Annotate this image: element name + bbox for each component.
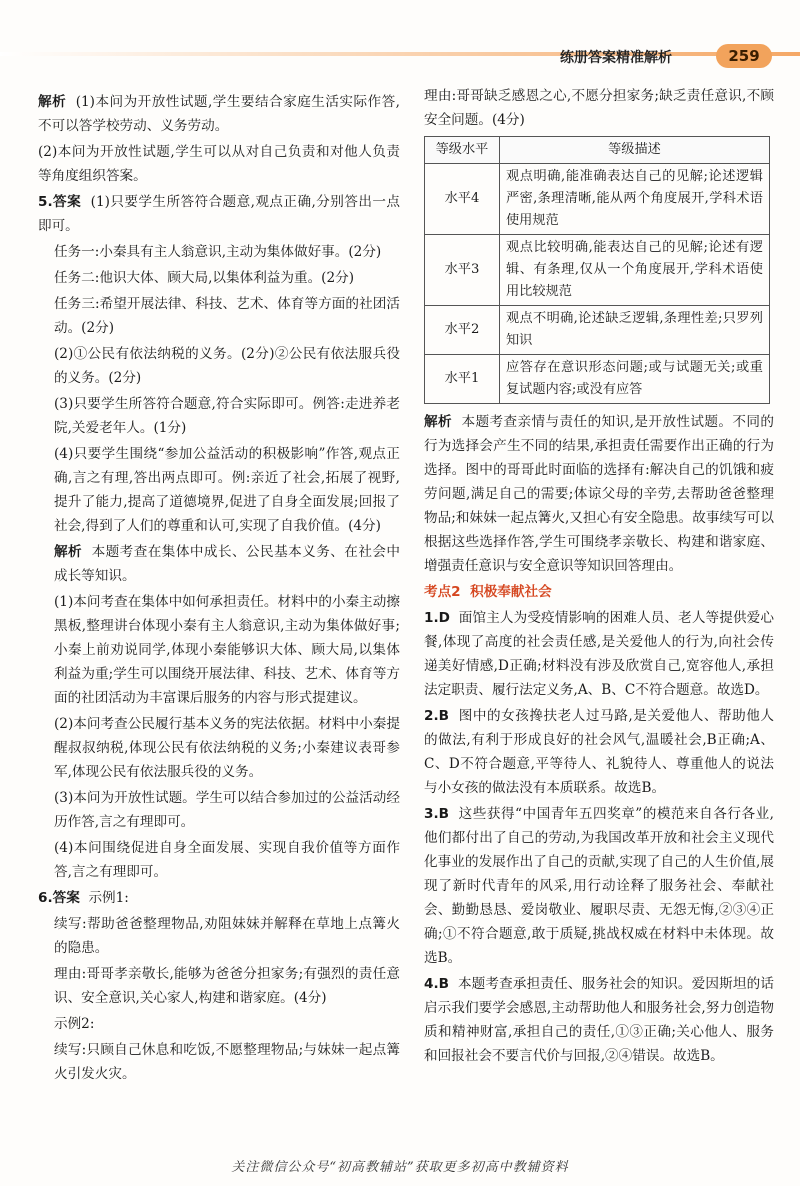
answer-q5-part2: (2)①公民有依法纳税的义务。(2分)②公民有依法服兵役的义务。(2分) — [54, 346, 400, 386]
answer-item-2 — [424, 704, 774, 800]
answer-q5-part4: (4)只要学生围绕“参加公益活动的积极影响”作答,观点正确,言之有理,答出两点即可。例:亲近了社会,拓展了视野,提升了能力,提高了道德境界,促进了自身全面发展;回报了社会,得到了人们的尊重和认可,实现了自我价值。(4分) — [54, 446, 400, 534]
section-heading — [424, 580, 774, 604]
item-text: 本题考查承担责任、服务社会的知识。爱因斯坦的话启示我们要学会感恩,主动帮助他人和服务社会,努力创造物质和精神财富,承担自己的责任,①③正确;关心他人、服务和回报社会不要言代价与回报,②④错误。故选B。 — [424, 976, 774, 1064]
answer-q5 — [38, 190, 400, 238]
analysis-q4-part1 — [38, 90, 400, 138]
answer-q6-reason2: 理由:哥哥缺乏感恩之心,不愿分担家务;缺乏责任意识,不顾安全问题。(4分) — [424, 88, 774, 128]
analysis-q5-part1: (1)本问考查在集体中如何承担责任。材料中的小秦主动擦黑板,整理讲台体现小秦有主人翁意识,主动为集体做好事;小秦上前劝说同学,体现小秦能够识大体、顾大局,以集体利益为重;学生可以围绕开展法律、科技、艺术、体育等方面的社团活动为丰富课后服务的内容与形式提建议。 — [54, 594, 400, 706]
table-row — [425, 235, 770, 306]
answer-q5-task2: 任务二:他识大体、顾大局,以集体利益为重。(2分) — [54, 270, 355, 286]
answer-label: 答案 — [52, 890, 80, 906]
answer-q6 — [38, 886, 400, 910]
item-text: 图中的女孩搀扶老人过马路,是关爱他人、帮助他人的做法,有利于形成良好的社会风气,温暖社会,B正确;A、C、D不符合题意,平等待人、礼貌待人、尊重他人的说法与小女孩的做法没有本质联系。故选B。 — [424, 708, 774, 796]
analysis-q6 — [424, 410, 774, 578]
page-footer-note: 关注微信公众号“初高教辅站”获取更多初高中教辅资料 — [231, 1160, 569, 1175]
table-row — [425, 355, 770, 404]
analysis-q4-part2: (2)本问为开放性试题,学生可以从对自己负责和对他人负责等角度组织答案。 — [38, 144, 400, 184]
left-column — [38, 90, 400, 1088]
section-title: 积极奉献社会 — [470, 584, 552, 600]
header-accent-bar — [0, 52, 800, 56]
table-row — [425, 306, 770, 355]
answer-q5-part3: (3)只要学生所答符合题意,符合实际即可。例答:走进养老院,关爱老年人。(1分) — [54, 396, 400, 436]
page-number-badge: 259 — [716, 44, 772, 68]
analysis-text: (1)本问为开放性试题,学生要结合家庭生活实际作答,不可以答学校劳动、义务劳动。 — [38, 94, 400, 134]
analysis-text: 本题考查亲情与责任的知识,是开放性试题。不同的行为选择会产生不同的结果,承担责任需要作出正确的行为选择。图中的哥哥此时面临的选择有:解决自己的饥饿和疲劳问题,满足自己的需要;体谅父母的辛劳,去帮助爸爸整理物品;和妹妹一起点篝火,又担心有安全隐患。故事续写可以根据这些选择作答,学生可围绕孝亲敬长、构建和谐家庭、增强责任意识与安全意识等知识回答理由。 — [424, 414, 774, 574]
analysis-q5-part3: (3)本问为开放性试题。学生可以结合参加过的公益活动经历作答,言之有理即可。 — [54, 790, 400, 830]
analysis-text: 本题考查在集体中成长、公民基本义务、在社会中成长等知识。 — [54, 544, 400, 584]
section-label: 考点2 — [424, 584, 461, 600]
answer-q6-example2: 示例2: — [54, 1016, 95, 1032]
item-number: 1.D — [424, 610, 450, 626]
analysis-q5-part4: (4)本问围绕促进自身全面发展、实现自我价值等方面作答,言之有理即可。 — [54, 840, 400, 880]
answer-q6-reason1: 理由:哥哥孝亲敬长,能够为爸爸分担家务;有强烈的责任意识、安全意识,关心家人,构建和谐家庭。(4分) — [54, 966, 400, 1006]
table-cell-level: 水平4 — [425, 164, 500, 235]
item-text: 这些获得“中国青年五四奖章”的模范来自各行各业,他们都付出了自己的劳动,为我国改革开放和社会主义现代化事业的发展作出了自己的贡献,实现了自己的人生价值,展现了新时代青年的风采,用行动诠释了服务社会、奉献社会、勤勤恳恳、爱岗敬业、履职尽责、无怨无悔,②③④正确;①不符合题意,敢于质疑,挑战权威在材料中未体现。故选B。 — [424, 806, 774, 966]
example-label: 示例1: — [88, 890, 129, 906]
item-number: 3.B — [424, 806, 449, 822]
answer-q6-continuation2: 续写:只顾自己休息和吃饭,不愿整理物品;与妹妹一起点篝火引发火灾。 — [54, 1042, 400, 1082]
answer-item-3 — [424, 802, 774, 970]
analysis-q5-part2: (2)本问考查公民履行基本义务的宪法依据。材料中小秦提醒叔叔纳税,体现公民有依法纳税的义务;小秦建议表哥参军,体现公民有依法服兵役的义务。 — [54, 716, 400, 780]
answer-text: (1)只要学生所答符合题意,观点正确,分别答出一点即可。 — [38, 194, 400, 234]
answer-q5-task3: 任务三:希望开展法律、科技、艺术、体育等方面的社团活动。(2分) — [54, 296, 400, 336]
item-number: 2.B — [424, 708, 449, 724]
item-number: 4.B — [424, 976, 449, 992]
table-cell-level: 水平3 — [425, 235, 500, 306]
answer-item-4 — [424, 972, 774, 1068]
page-header-title: 练册答案精准解析 — [560, 50, 672, 66]
table-cell-description: 观点不明确,论述缺乏逻辑,条理性差;只罗列知识 — [500, 306, 770, 355]
table-cell-description: 观点明确,能准确表达自己的见解;论述逻辑严密,条理清晰,能从两个角度展开,学科术语使用规范 — [500, 164, 770, 235]
table-row — [425, 164, 770, 235]
table-cell-description: 观点比较明确,能表达自己的见解;论述有逻辑、有条理,仅从一个角度展开,学科术语使用比较规范 — [500, 235, 770, 306]
table-cell-level: 水平2 — [425, 306, 500, 355]
grading-table — [424, 136, 770, 404]
table-cell-level: 水平1 — [425, 355, 500, 404]
answer-label: 答案 — [52, 194, 82, 210]
table-header-description: 等级描述 — [500, 137, 770, 164]
analysis-label: 解析 — [424, 414, 453, 430]
analysis-q5-intro — [38, 540, 400, 588]
answer-q6-continuation1: 续写:帮助爸爸整理物品,劝阻妹妹并解释在草地上点篝火的隐患。 — [54, 916, 400, 956]
table-cell-description: 应答存在意识形态问题;或与试题无关;或重复试题内容;或没有应答 — [500, 355, 770, 404]
answer-item-1 — [424, 606, 774, 702]
answer-q5-task1: 任务一:小秦具有主人翁意识,主动为集体做好事。(2分) — [54, 244, 382, 260]
right-column — [424, 84, 774, 1070]
table-header-row — [425, 137, 770, 164]
question-number: 6. — [38, 890, 53, 906]
analysis-label: 解析 — [54, 544, 83, 560]
question-number: 5. — [38, 194, 53, 210]
analysis-label: 解析 — [38, 94, 67, 110]
table-header-level: 等级水平 — [425, 137, 500, 164]
item-text: 面馆主人为受疫情影响的困难人员、老人等提供爱心餐,体现了高度的社会责任感,是关爱他人的行为,向社会传递美好情感,D正确;材料没有涉及欣赏自己,宽容他人,承担法定职责、履行法定义务,A、B、C不符合题意。故选D。 — [424, 610, 774, 698]
